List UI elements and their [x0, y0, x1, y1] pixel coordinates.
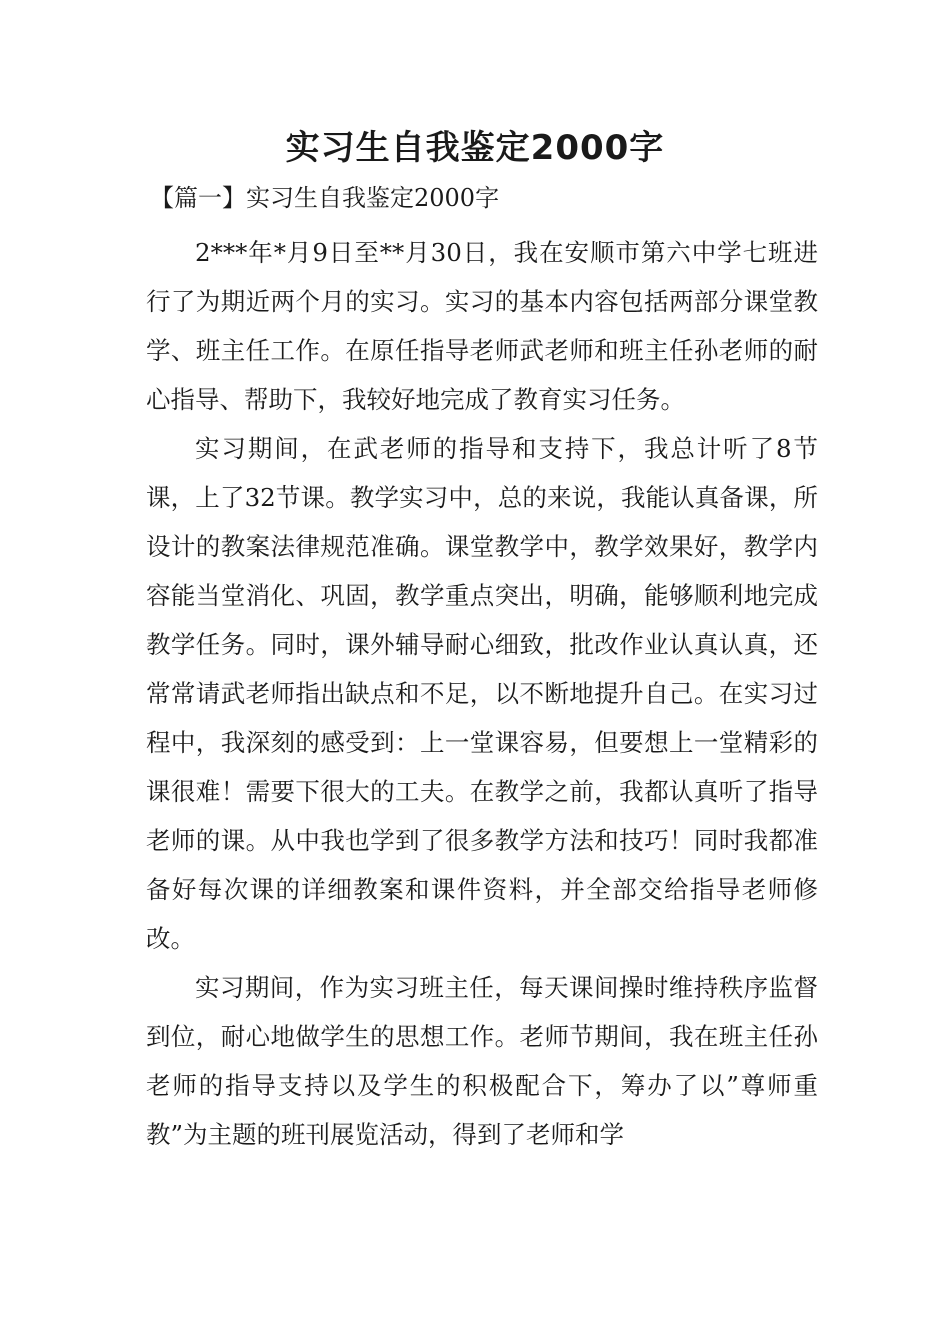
- document-title: 实习生自我鉴定2000字: [285, 128, 665, 168]
- paragraph-1: 2***年*月9日至**月30日，我在安顺市第六中学七班进行了为期近两个月的实习。实习的基本内容包括两部分课堂教学、班主任工作。在原任指导老师武老师和班主任孙老师的耐心指导、帮助下，我较好地完成了教育实习任务。: [146, 238, 818, 414]
- section-heading: 【篇一】实习生自我鉴定2000字: [150, 184, 500, 212]
- document-body: [146, 228, 818, 1159]
- paragraph-2: 实习期间，在武老师的指导和支持下，我总计听了8节课，上了32节课。教学实习中，总的来说，我能认真备课，所设计的教案法律规范准确。课堂教学中，教学效果好，教学内容能当堂消化、巩固，教学重点突出，明确，能够顺利地完成教学任务。同时，课外辅导耐心细致，批改作业认真认真，还常常请武老师指出缺点和不足，以不断地提升自己。在实习过程中，我深刻的感受到：上一堂课容易，但要想上一堂精彩的课很难！需要下很大的工夫。在教学之前，我都认真听了指导老师的课。从中我也学到了很多教学方法和技巧！同时我都准备好每次课的详细教案和课件资料，并全部交给指导老师修改。: [146, 434, 818, 953]
- paragraph-3: 实习期间，作为实习班主任，每天课间操时维持秩序监督到位，耐心地做学生的思想工作。老师节期间，我在班主任孙老师的指导支持以及学生的积极配合下，筹办了以”尊师重教”为主题的班刊展览活动，得到了老师和学: [146, 973, 818, 1149]
